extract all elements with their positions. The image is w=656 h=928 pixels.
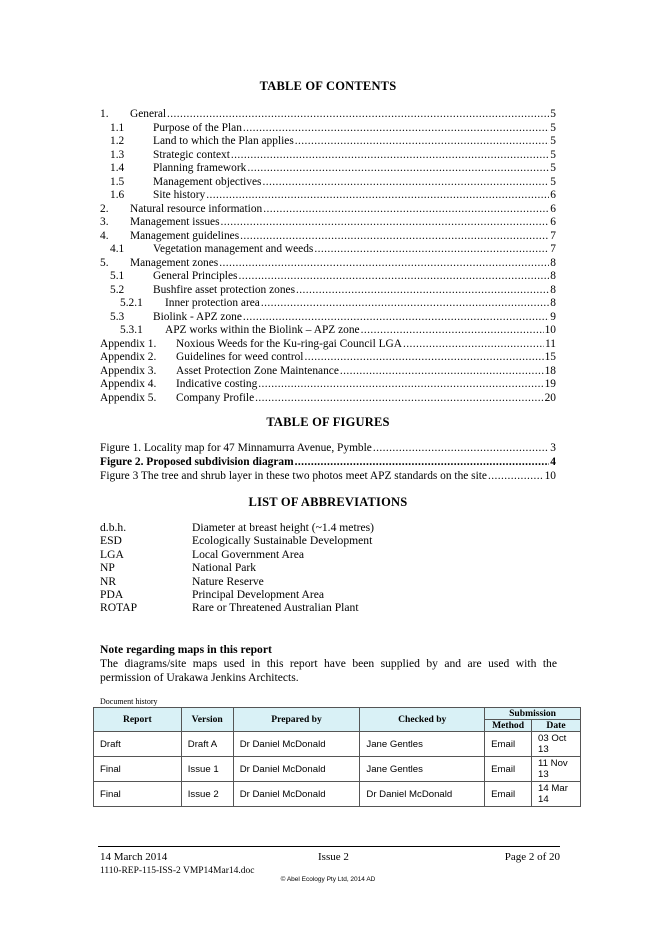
toc-entry-page: 5 xyxy=(550,175,556,188)
cell-report: Final xyxy=(94,782,182,807)
toc-entry-page: 7 xyxy=(550,229,556,242)
toc-entry[interactable] xyxy=(100,351,556,365)
figure-entry-page: 4 xyxy=(550,456,556,468)
toc-entry-title: Management objectives xyxy=(153,175,262,188)
toc-entry-number: 4. xyxy=(100,229,109,242)
toc-leader-dots xyxy=(246,162,549,176)
abbreviation-entry xyxy=(100,601,556,614)
toc-entry-number: 1.6 xyxy=(110,189,125,201)
toc-entry[interactable] xyxy=(100,176,556,190)
cell-checked-by: Jane Gentles xyxy=(360,757,485,782)
toc-entry[interactable] xyxy=(100,243,556,257)
toc-entry-title: Management zones xyxy=(130,256,219,269)
figure-entry[interactable] xyxy=(100,469,556,483)
toc-entry-page: 7 xyxy=(550,243,556,255)
toc-leader-dots xyxy=(220,216,550,230)
toc-leader-dots xyxy=(254,392,543,406)
toc-entry-number: 3. xyxy=(100,216,109,228)
toc-entry-number: 5.2 xyxy=(110,283,125,296)
toc-entry-title: Noxious Weeds for the Ku-ring-gai Council LGA xyxy=(176,337,403,350)
note-title: Note regarding maps in this report xyxy=(100,643,272,656)
abbreviations-list xyxy=(100,521,556,615)
toc-entry-title: Land to which the Plan applies xyxy=(153,135,294,147)
toc-entry-page: 15 xyxy=(544,351,556,363)
toc-entry-title: Indicative costing xyxy=(176,378,258,390)
toc-entry-page: 5 xyxy=(550,121,556,134)
cell-checked-by: Dr Daniel McDonald xyxy=(360,782,485,807)
toc-leader-dots xyxy=(242,311,549,325)
footer xyxy=(100,851,560,864)
toc-entry[interactable] xyxy=(100,284,556,298)
toc-entry-title: Vegetation management and weeds xyxy=(153,243,314,255)
toc-leader-dots xyxy=(294,135,550,149)
toc-entry[interactable] xyxy=(100,378,556,392)
toc-entry[interactable] xyxy=(100,189,556,203)
toc-leader-dots xyxy=(239,230,549,244)
toc-entry[interactable] xyxy=(100,311,556,325)
toc-leader-dots xyxy=(303,351,543,365)
abbreviation-entry xyxy=(100,561,556,574)
toc-entry-title: Biolink - APZ zone xyxy=(153,310,242,323)
abbreviation-meaning: Diameter at breast height (~1.4 metres) xyxy=(192,521,375,534)
figure-entry-title: Figure 2. Proposed subdivision diagram xyxy=(100,456,294,468)
toc-leader-dots xyxy=(295,284,549,298)
toc-entry[interactable] xyxy=(100,297,556,311)
toc-entry-number: 2. xyxy=(100,202,109,215)
cell-method: Email xyxy=(485,782,532,807)
toc-heading: TABLE OF CONTENTS xyxy=(259,79,397,93)
figure-leader-dots xyxy=(487,469,544,483)
toc-entry-number: Appendix 4. xyxy=(100,378,157,390)
toc-leader-dots xyxy=(230,149,549,163)
toc-entry-page: 8 xyxy=(550,256,556,269)
toc-leader-dots xyxy=(360,324,544,338)
col-method: Method xyxy=(485,720,532,732)
toc-entry[interactable] xyxy=(100,257,556,271)
toc-entry[interactable] xyxy=(100,108,556,122)
toc-entry-title: Company Profile xyxy=(176,391,255,404)
toc-entry-title: Guidelines for weed control xyxy=(176,351,304,363)
toc-entry[interactable] xyxy=(100,135,556,149)
abbreviation-entry xyxy=(100,588,556,601)
toc-entry[interactable] xyxy=(100,216,556,230)
toc-entry-page: 19 xyxy=(544,378,556,390)
figure-entry-title: Figure 1. Locality map for 47 Minnamurra Avenue, Pymble xyxy=(100,442,372,454)
toc-entry-page: 5 xyxy=(550,108,556,120)
cell-version: Draft A xyxy=(181,732,233,757)
toc-entry[interactable] xyxy=(100,162,556,176)
note-body: The diagrams/site maps used in this report have been supplied by and are used with the permission of Urakawa Jenkins Architects. xyxy=(100,657,557,684)
abbreviation-entry xyxy=(100,521,556,534)
figures-heading: TABLE OF FIGURES xyxy=(266,415,390,429)
toc-entry-number: 5.1 xyxy=(110,270,125,282)
toc-entry-number: 5.2.1 xyxy=(120,297,143,309)
abbreviation-meaning: National Park xyxy=(192,561,257,575)
footer-filename: 1110-REP-115-ISS-2 VMP14Mar14.doc xyxy=(100,866,255,876)
toc-entry[interactable] xyxy=(100,365,556,379)
toc-entry[interactable] xyxy=(100,338,556,352)
toc-entry-page: 6 xyxy=(550,202,556,215)
figure-leader-dots xyxy=(294,455,550,469)
cell-date: 03 Oct 13 xyxy=(532,732,581,757)
table-row xyxy=(94,782,581,807)
toc-entry[interactable] xyxy=(100,122,556,136)
table-of-contents xyxy=(100,108,556,405)
toc-entry-title: Natural resource information xyxy=(130,202,263,215)
toc-entry-page: 6 xyxy=(550,189,556,201)
figure-entry-page: 10 xyxy=(544,470,556,482)
toc-entry-title: Management issues xyxy=(130,216,220,228)
footer-page-number: Page 2 of 20 xyxy=(504,851,560,863)
col-date: Date xyxy=(532,720,581,732)
abbreviation-meaning: Ecologically Sustainable Development xyxy=(192,534,373,548)
abbreviation-meaning: Rare or Threatened Australian Plant xyxy=(192,601,359,615)
toc-entry-page: 5 xyxy=(550,162,556,174)
toc-entry-title: Planning framework xyxy=(153,162,247,174)
abbreviation-meaning: Nature Reserve xyxy=(192,574,264,588)
toc-entry-number: 1. xyxy=(100,108,109,120)
toc-entry-number: 1.2 xyxy=(110,135,125,147)
abbreviation-meaning: Principal Development Area xyxy=(192,587,324,601)
abbreviation-key: ESD xyxy=(100,534,122,548)
toc-entry-title: APZ works within the Biolink – APZ zone xyxy=(165,324,360,336)
toc-entry-title: Purpose of the Plan xyxy=(153,121,242,134)
col-checked-by: Checked by xyxy=(360,708,485,732)
toc-entry-number: 4.1 xyxy=(110,243,125,255)
document-history-table xyxy=(93,707,581,807)
toc-entry-title: Strategic context xyxy=(153,148,230,161)
abbreviation-entry xyxy=(100,534,556,547)
toc-entry-number: 5.3.1 xyxy=(120,324,143,336)
toc-entry-number: Appendix 5. xyxy=(100,391,157,404)
toc-entry-number: Appendix 1. xyxy=(100,337,157,350)
toc-entry[interactable] xyxy=(100,149,556,163)
table-of-figures xyxy=(100,441,556,483)
toc-entry-title: General xyxy=(130,108,167,120)
abbreviation-key: d.b.h. xyxy=(100,521,127,534)
toc-entry-page: 8 xyxy=(550,270,556,282)
footer-divider xyxy=(98,846,560,847)
cell-date: 11 Nov 13 xyxy=(532,757,581,782)
col-report: Report xyxy=(94,708,182,732)
toc-entry-title: Management guidelines xyxy=(130,229,240,242)
footer-issue: Issue 2 xyxy=(318,851,349,863)
cell-method: Email xyxy=(485,732,532,757)
toc-leader-dots xyxy=(260,297,549,311)
toc-entry-number: 5.3 xyxy=(110,310,125,323)
figure-leader-dots xyxy=(372,441,549,455)
cell-version: Issue 1 xyxy=(181,757,233,782)
abbreviation-key: NP xyxy=(100,561,115,575)
cell-prepared-by: Dr Daniel McDonald xyxy=(233,732,360,757)
toc-leader-dots xyxy=(313,243,549,257)
cell-prepared-by: Dr Daniel McDonald xyxy=(233,757,360,782)
toc-entry-number: Appendix 2. xyxy=(100,351,157,363)
col-submission: Submission xyxy=(485,708,581,720)
toc-leader-dots xyxy=(262,203,549,217)
cell-version: Issue 2 xyxy=(181,782,233,807)
toc-leader-dots xyxy=(218,257,549,271)
toc-entry-page: 11 xyxy=(545,337,556,350)
footer-copyright: © Abel Ecology Pty Ltd, 2014 AD xyxy=(280,876,376,883)
toc-leader-dots xyxy=(339,365,544,379)
abbreviation-key: NR xyxy=(100,574,117,588)
abbreviation-meaning: Local Government Area xyxy=(192,547,305,561)
toc-leader-dots xyxy=(166,108,549,122)
toc-leader-dots xyxy=(237,270,549,284)
figure-entry-page: 3 xyxy=(550,442,556,454)
footer-date: 14 March 2014 xyxy=(100,851,168,863)
abbreviations-heading: LIST OF ABBREVIATIONS xyxy=(248,495,408,509)
toc-entry-page: 8 xyxy=(550,283,556,296)
toc-entry-number: 1.4 xyxy=(110,162,125,174)
toc-entry[interactable] xyxy=(100,392,556,406)
toc-entry-title: Inner protection area xyxy=(165,297,260,309)
toc-entry-page: 20 xyxy=(544,391,556,404)
cell-report: Draft xyxy=(94,732,182,757)
toc-entry-title: General Principles xyxy=(153,270,238,282)
toc-entry-number: Appendix 3. xyxy=(100,364,157,377)
toc-leader-dots xyxy=(402,338,544,352)
col-prepared-by: Prepared by xyxy=(233,708,360,732)
toc-leader-dots xyxy=(242,122,549,136)
cell-prepared-by: Dr Daniel McDonald xyxy=(233,782,360,807)
toc-entry[interactable] xyxy=(100,324,556,338)
toc-entry-page: 6 xyxy=(550,216,556,228)
col-version: Version xyxy=(181,708,233,732)
toc-entry-page: 8 xyxy=(550,297,556,309)
toc-entry-page: 5 xyxy=(550,148,556,161)
toc-entry-number: 5. xyxy=(100,256,109,269)
toc-entry-title: Site history xyxy=(153,189,206,201)
table-row xyxy=(94,757,581,782)
abbreviation-key: ROTAP xyxy=(100,601,138,615)
toc-entry[interactable] xyxy=(100,203,556,217)
toc-entry[interactable] xyxy=(100,270,556,284)
table-row xyxy=(94,732,581,757)
toc-leader-dots xyxy=(257,378,543,392)
toc-entry-page: 9 xyxy=(550,310,556,323)
toc-leader-dots xyxy=(262,176,550,190)
figure-entry[interactable] xyxy=(100,441,556,455)
figure-entry[interactable] xyxy=(100,455,556,469)
toc-entry-number: 1.5 xyxy=(110,175,125,188)
abbreviation-key: LGA xyxy=(100,547,124,561)
cell-report: Final xyxy=(94,757,182,782)
document-history-label: Document history xyxy=(100,697,158,706)
toc-entry-page: 10 xyxy=(544,324,556,336)
toc-entry-page: 5 xyxy=(550,135,556,147)
cell-method: Email xyxy=(485,757,532,782)
toc-entry-number: 1.3 xyxy=(110,148,125,161)
toc-entry-title: Bushfire asset protection zones xyxy=(153,283,296,296)
abbreviation-entry xyxy=(100,575,556,588)
figure-entry-title: Figure 3 The tree and shrub layer in these two photos meet APZ standards on the site xyxy=(100,470,487,482)
toc-entry-title: Asset Protection Zone Maintenance xyxy=(176,364,339,377)
toc-entry[interactable] xyxy=(100,230,556,244)
toc-entry-page: 18 xyxy=(544,364,556,377)
cell-checked-by: Jane Gentles xyxy=(360,732,485,757)
cell-date: 14 Mar 14 xyxy=(532,782,581,807)
toc-leader-dots xyxy=(205,189,549,203)
abbreviation-entry xyxy=(100,548,556,561)
abbreviation-key: PDA xyxy=(100,587,124,601)
toc-entry-number: 1.1 xyxy=(110,121,125,134)
